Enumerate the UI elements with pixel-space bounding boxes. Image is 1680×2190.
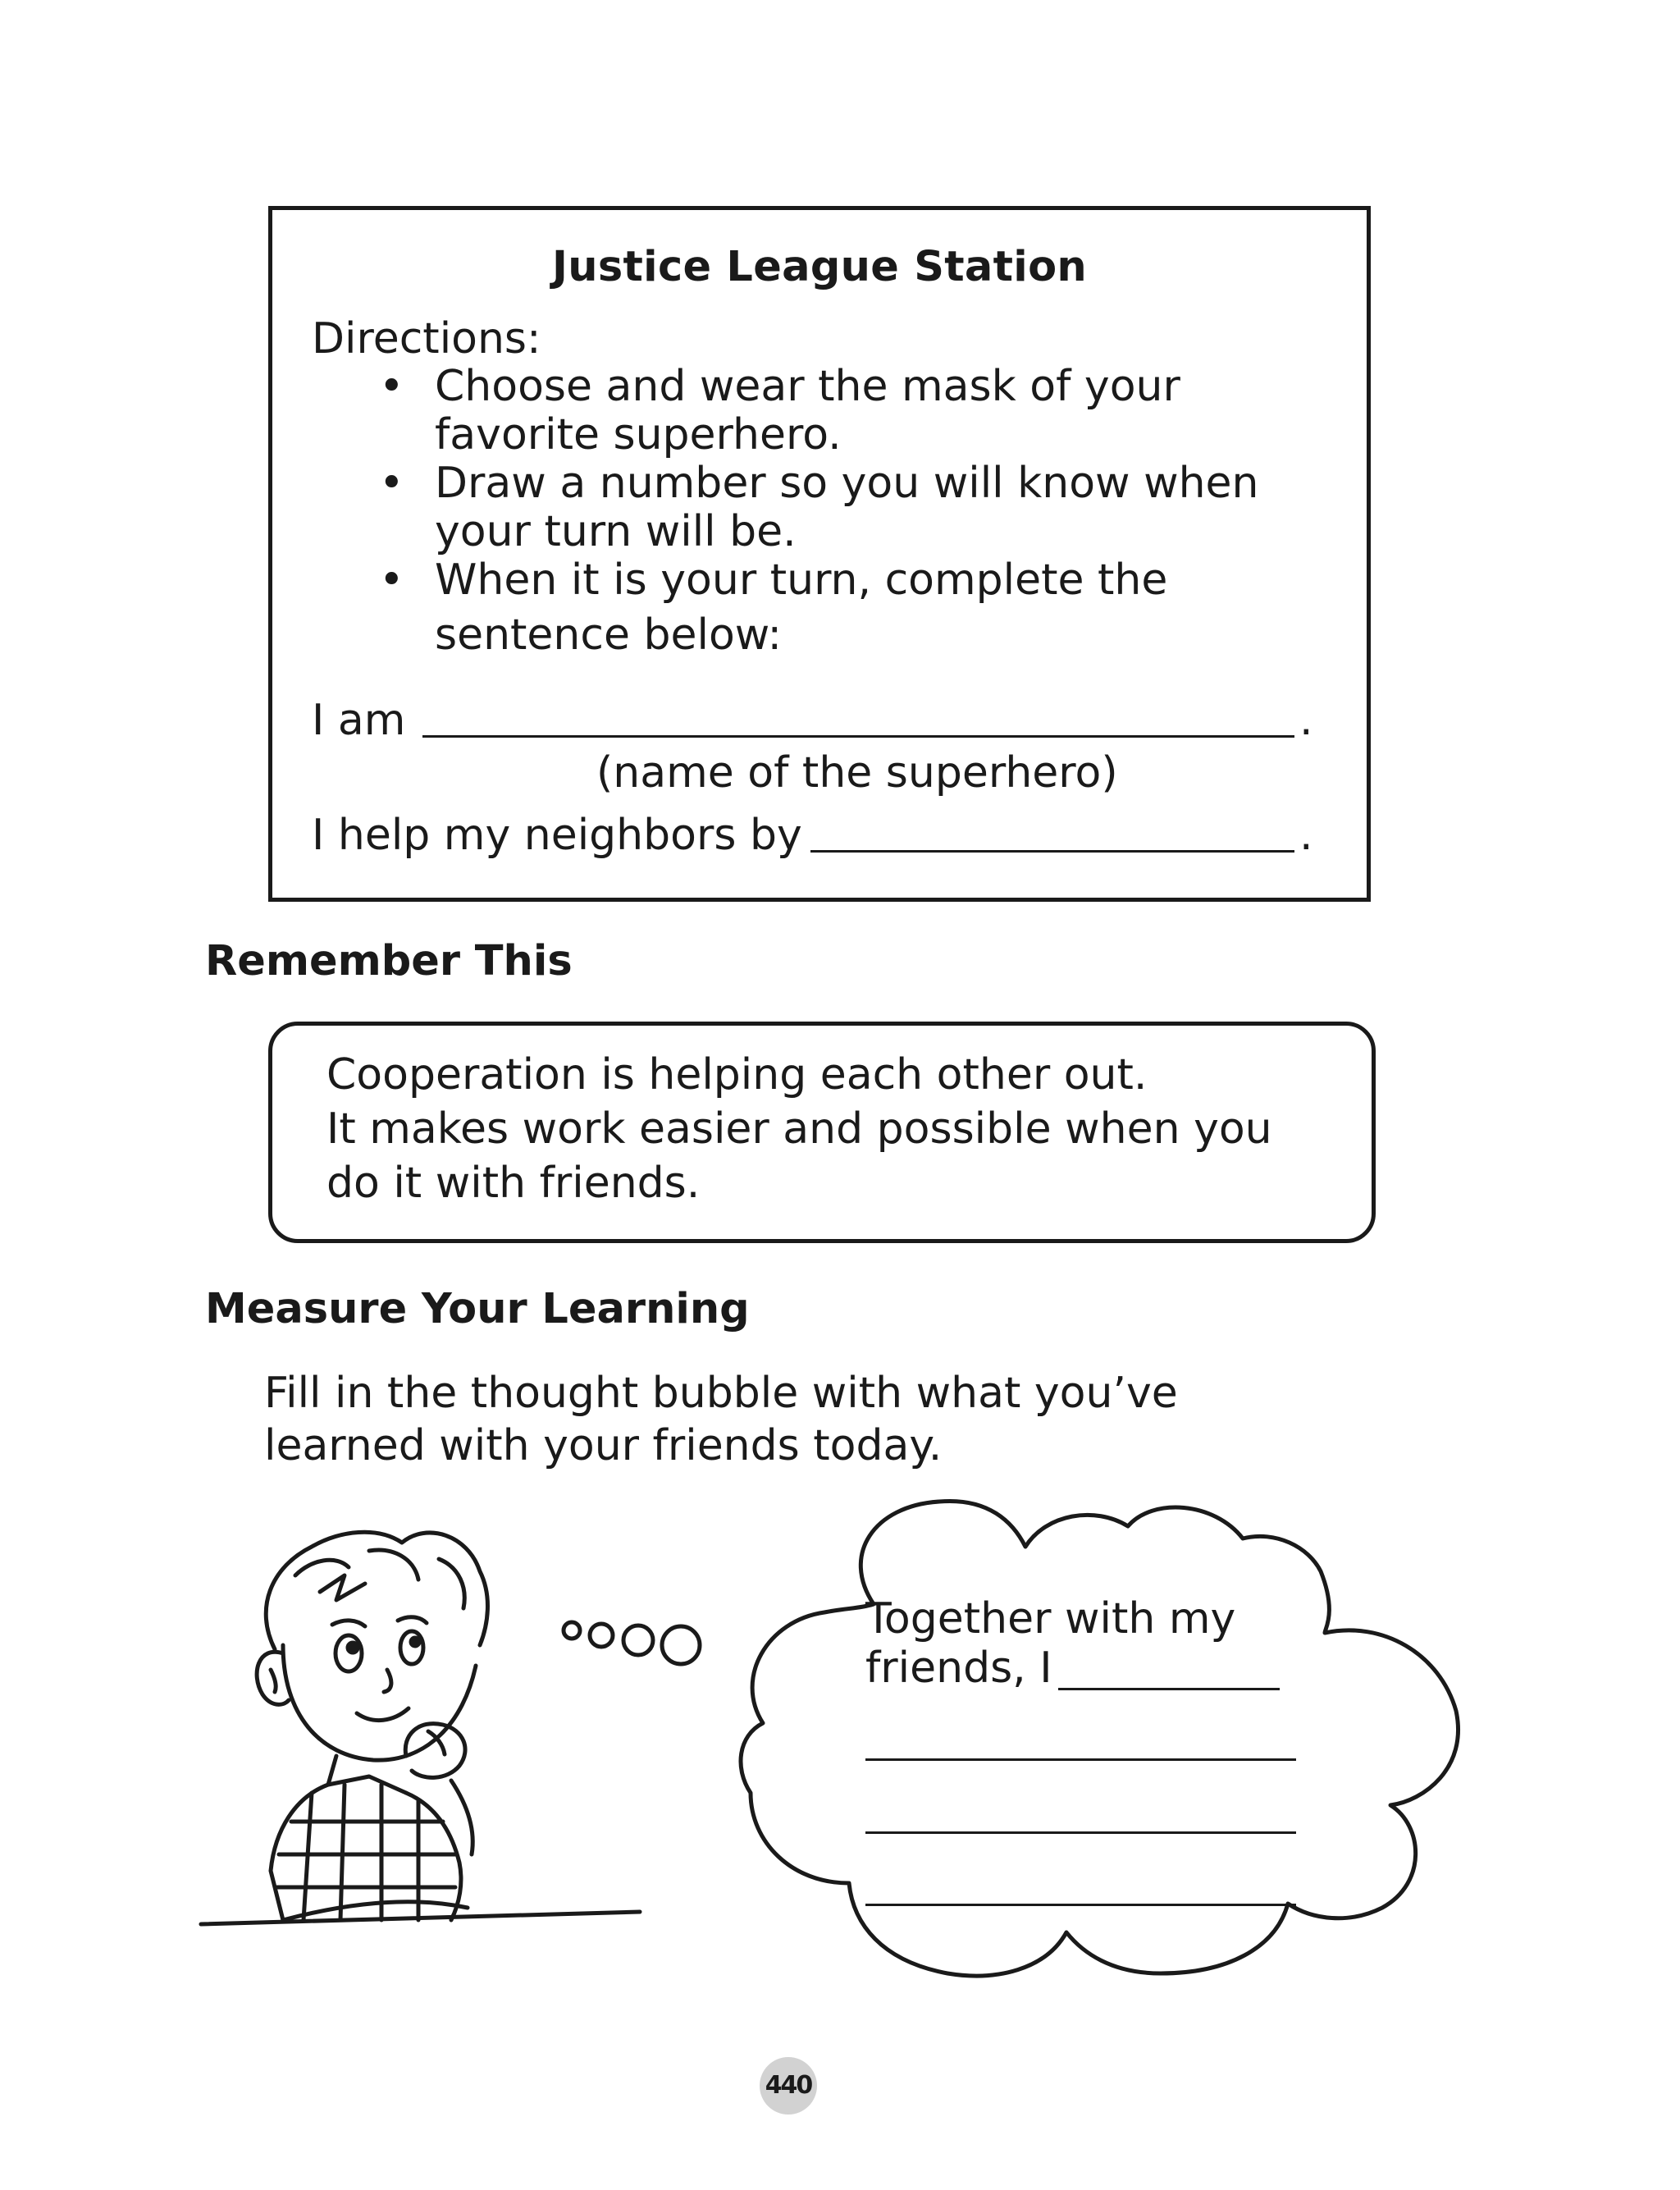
direction-item-1-line-2: favorite superhero. [435, 410, 842, 459]
bullet-marker: • [379, 362, 404, 411]
bubble-line-1: Together with my [865, 1594, 1236, 1644]
remember-line-3: do it with friends. [326, 1159, 701, 1208]
sentence-2-prefix: I help my neighbors by [312, 811, 802, 860]
direction-item-1-line-1: Choose and wear the mask of your [435, 362, 1180, 411]
sentence-1-prefix: I am [312, 696, 406, 745]
direction-item-3-line-2: sentence below: [435, 610, 782, 660]
thought-trail-bubbles [558, 1608, 714, 1682]
help-neighbors-blank[interactable] [810, 850, 1294, 853]
directions-label: Directions: [312, 314, 541, 363]
remember-line-1: Cooperation is helping each other out. [326, 1050, 1148, 1100]
thought-cloud [701, 1489, 1509, 1998]
bullet-marker: • [379, 556, 404, 605]
direction-item-2-line-2: your turn will be. [435, 507, 797, 556]
measure-heading: Measure Your Learning [205, 1285, 750, 1333]
bubble-line-2: friends, I [865, 1644, 1052, 1693]
station-title: Justice League Station [551, 243, 1088, 291]
remember-line-2: It makes work easier and possible when you [326, 1104, 1272, 1154]
bubble-answer-blank-4[interactable] [865, 1904, 1296, 1906]
sentence-2-period: . [1299, 811, 1313, 860]
bullet-marker: • [379, 459, 404, 508]
measure-instruction-line-1: Fill in the thought bubble with what you’ve [264, 1369, 1178, 1418]
bubble-answer-blank-3[interactable] [865, 1831, 1296, 1834]
thinking-boy-illustration [197, 1510, 656, 1953]
superhero-name-blank[interactable] [422, 735, 1294, 738]
sentence-1-hint: (name of the superhero) [596, 748, 1118, 798]
direction-item-2-line-1: Draw a number so you will know when [435, 459, 1259, 508]
bubble-answer-blank-2[interactable] [865, 1758, 1296, 1761]
page-number: 440 [765, 2071, 812, 2100]
direction-item-3-line-1: When it is your turn, complete the [435, 556, 1168, 605]
bubble-answer-blank-1[interactable] [1058, 1688, 1280, 1690]
sentence-1-period: . [1299, 696, 1313, 745]
remember-heading: Remember This [205, 937, 573, 985]
measure-instruction-line-2: learned with your friends today. [264, 1421, 943, 1470]
